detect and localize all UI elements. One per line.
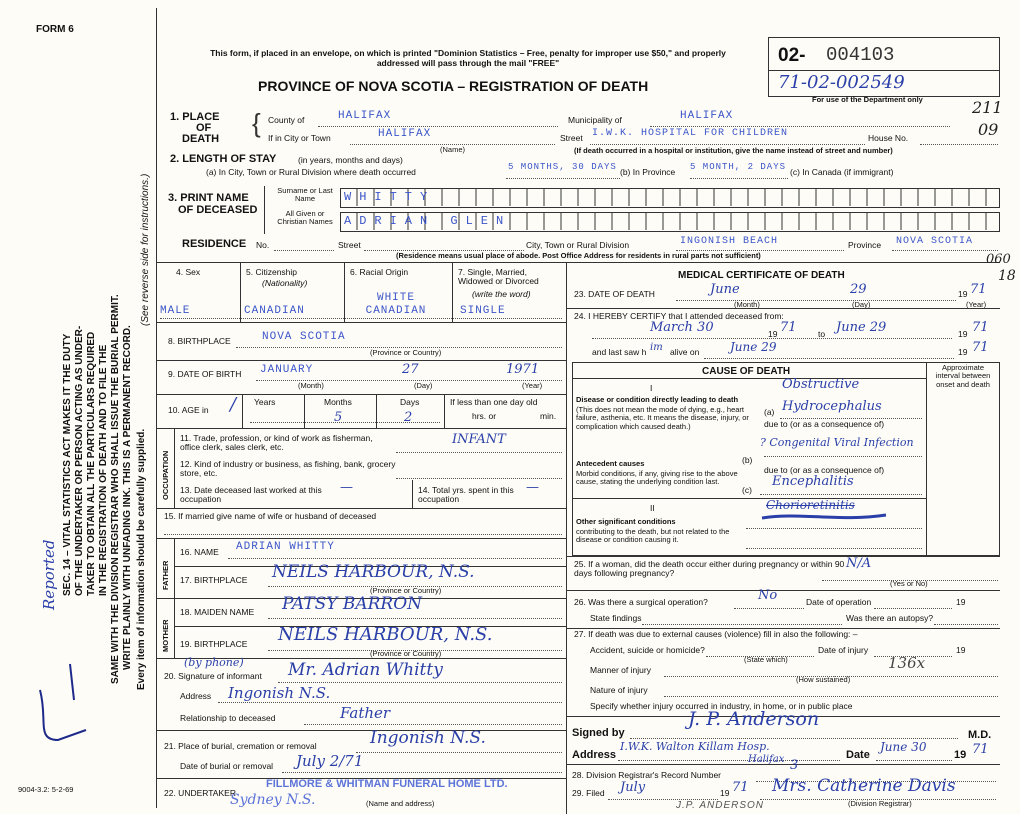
q27-date: Date of injury: [818, 645, 869, 655]
cause-title: CAUSE OF DEATH: [702, 366, 791, 377]
county-value: HALIFAX: [338, 110, 392, 122]
occ-12-label: 12. Kind of industry or business, as fishing, bank, grocery store, etc.: [180, 459, 396, 479]
dob-month: JANUARY: [260, 364, 314, 376]
birthplace-label: 8. BIRTHPLACE: [168, 336, 231, 346]
attended-from: March 30: [650, 320, 714, 335]
sex-label: 4. Sex: [176, 267, 201, 277]
to-year: 71: [972, 320, 989, 335]
medical-stamp: 060: [986, 252, 1011, 267]
signed-year: 71: [972, 742, 989, 757]
father-bp-caption: (Province or Country): [370, 586, 442, 595]
dob-day: 27: [402, 362, 419, 377]
q26-value: No: [758, 588, 778, 603]
medical-title: MEDICAL CERTIFICATE OF DEATH: [678, 270, 845, 281]
dob-month-caption: (Month): [298, 381, 324, 390]
min-label: min.: [540, 411, 557, 421]
cause-due-1: due to (or as a consequence of): [764, 419, 885, 429]
signed-address: I.W.K. Walton Killam Hosp.: [620, 740, 770, 753]
burial-place-label: 21. Place of burial, cremation or removal: [164, 741, 317, 751]
relationship-value: Father: [340, 704, 391, 722]
q27-accident: Accident, suicide or homicide?: [590, 645, 705, 655]
dept-code-1: 211: [972, 98, 1003, 117]
q28-value: 3: [790, 758, 799, 773]
occ-13-label: 13. Date deceased last worked at this occupation: [180, 485, 322, 505]
side-instruction-4: SAME WITH THE DIVISION REGISTRAR WHO SHALL ISSUE THE BURIAL PERMIT.: [110, 294, 121, 684]
q27-manner: Manner of injury: [590, 665, 651, 675]
age-mark: /: [230, 394, 237, 415]
q29-year-prefix: 19: [720, 788, 730, 798]
residence-note: (Residence means usual place of abode. Post Office Address for residents in rural parts not sufficient): [396, 251, 761, 260]
cause-part-2: II: [650, 503, 655, 513]
cause-part-1: I: [650, 383, 653, 393]
dob-label: 9. DATE OF BIRTH: [168, 369, 242, 379]
q29-year: 71: [732, 780, 749, 795]
q27-manner-mark: 136x: [888, 654, 926, 672]
informant-address: Ingonish N.S.: [228, 684, 331, 702]
last-seen-label: and last saw h: [592, 347, 647, 357]
citizenship-label: 5. Citizenship: [246, 267, 298, 277]
last-seen-alive: alive on: [670, 347, 700, 357]
mother-maiden-label: 18. MAIDEN NAME: [180, 607, 255, 617]
death-month-caption: (Month): [734, 300, 760, 309]
informant-label: 20. Signature of informant: [164, 671, 262, 681]
signed-address-2: Halifax: [748, 754, 785, 765]
occ-11-label: 11. Trade, profession, or kind of work as fisherman, office clerk, sales clerk, etc.: [180, 433, 373, 453]
antecedent-note: Morbid conditions, if any, giving rise to the above cause, stating the underlying condition last.: [576, 469, 738, 487]
q27-year-prefix: 19: [956, 645, 966, 655]
burial-date-label: Date of burial or removal: [180, 761, 274, 771]
house-label: House No.: [868, 133, 909, 143]
occupation-side: OCCUPATION: [161, 450, 170, 500]
municipality-value: HALIFAX: [680, 110, 734, 122]
less-than-day: If less than one day old: [450, 397, 538, 407]
signed-address-label: Address: [572, 749, 617, 761]
reported-stamp: Reported: [40, 539, 58, 610]
father-bp-label: 17. BIRTHPLACE: [180, 575, 248, 585]
to-label: to: [818, 329, 826, 339]
death-day-caption: (Day): [852, 300, 871, 309]
cause-a-label: (a): [764, 407, 775, 417]
father-side: FATHER: [161, 560, 170, 590]
street-label: Street: [560, 133, 583, 143]
undertaker-caption: (Name and address): [366, 799, 435, 808]
last-seen-date: June 29: [730, 340, 777, 354]
marital-sub: (write the word): [472, 289, 531, 299]
stay-b-value: 5 MONTH, 2 DAYS: [690, 162, 787, 172]
q27-nature: Nature of injury: [590, 685, 648, 695]
death-year-caption: (Year): [966, 300, 987, 309]
from-year: 71: [780, 320, 797, 335]
to-year-prefix: 19: [958, 329, 968, 339]
county-label: County of: [268, 115, 305, 125]
q29-registrar: Mrs. Catherine Davis: [772, 776, 956, 796]
occ-13-dash: —: [340, 480, 353, 495]
birthplace-value: NOVA SCOTIA: [262, 331, 346, 343]
q26-year-prefix: 19: [956, 597, 966, 607]
disease-note: (This does not mean the mode of dying, e.g., heart failure, asthenia, etc. It means the disease, injury, or complication which caused death.): [576, 405, 749, 431]
margin-divider: [156, 8, 157, 808]
last-seen-year-prefix: 19: [958, 347, 968, 357]
print-name-label2: OF DECEASED: [178, 204, 258, 216]
attended-to: June 29: [836, 320, 887, 335]
undertaker-label: 22. UNDERTAKER: [164, 788, 236, 798]
citizenship-sub: (Nationality): [262, 278, 308, 288]
age-months: 5: [334, 410, 343, 425]
burial-date: July 2/71: [296, 752, 364, 770]
form-number: FORM 6: [36, 24, 74, 35]
father-bp: NEILS HARBOUR, N.S.: [272, 562, 475, 582]
undertaker-stamp: FILLMORE & WHITMAN FUNERAL HOME LTD.: [266, 778, 508, 790]
residence-no-label: No.: [256, 240, 270, 250]
stay-label: 2. LENGTH OF STAY: [170, 153, 277, 165]
pen-mark: [28, 660, 98, 750]
death-day: 29: [850, 282, 867, 297]
form-title: PROVINCE OF NOVA SCOTIA – REGISTRATION OF DEATH: [258, 78, 649, 94]
street-value: I.W.K. HOSPITAL FOR CHILDREN: [592, 128, 789, 139]
mail-note: This form, if placed in an envelope, on which is printed "Dominion Statistics – Free, penalty for improper use $50," and properly addressed will pass through the mail "FREE": [210, 48, 726, 68]
death-month: June: [710, 282, 740, 297]
dob-year: 1971: [506, 362, 540, 377]
hospital-note: (If death occurred in a hospital or institution, give the name instead of street and number): [574, 146, 893, 155]
place-of: OF: [196, 122, 212, 134]
dob-day-caption: (Day): [414, 381, 433, 390]
stay-sub: (in years, months and days): [298, 155, 403, 165]
q25-label: 25. If a woman, did the death occur either during pregnancy or within 90 days following pregnancy?: [574, 559, 845, 579]
father-name: ADRIAN WHITTY: [236, 541, 335, 553]
informant-signature: Mr. Adrian Whitty: [288, 660, 443, 680]
death-year: 71: [970, 282, 987, 297]
mother-bp: NEILS HARBOUR, N.S.: [278, 624, 493, 645]
dob-year-caption: (Year): [522, 381, 543, 390]
last-seen-mid: im: [650, 342, 663, 353]
brace: {: [252, 108, 261, 138]
q29-label: 29. Filed: [572, 788, 605, 798]
residence-province-label: Province: [848, 240, 882, 250]
racial-value: WHITE CANADIAN: [365, 292, 427, 317]
stay-b-label: (b) In Province: [620, 167, 676, 177]
column-divider: [566, 262, 567, 814]
city-label: If in City or Town: [268, 133, 331, 143]
name-caption: (Name): [440, 145, 466, 154]
cause-b-value: ? Congenital Viral Infection: [760, 436, 914, 449]
age-days-label: Days: [400, 397, 420, 407]
occ-14-dash: —: [526, 480, 539, 495]
marital-value: SINGLE: [460, 305, 506, 317]
signed-date: June 30: [880, 740, 927, 754]
certify-label: 24. I HEREBY CERTIFY that I attended deceased from:: [574, 311, 784, 321]
mother-side: MOTHER: [161, 619, 170, 652]
cause-due-2: due to (or as a consequence of): [764, 465, 885, 475]
q27-label: 27. If death was due to external causes (violence) fill in also the following: –: [574, 629, 858, 639]
mother-maiden: PATSY BARRON: [282, 594, 423, 614]
residence-label: RESIDENCE: [182, 238, 247, 250]
print-name-label: 3. PRINT NAME: [168, 192, 249, 204]
q27-which: (State which): [744, 655, 788, 664]
mother-bp-caption: (Province or Country): [370, 649, 442, 658]
stay-a-value: 5 MONTHS, 30 DAYS: [508, 162, 617, 172]
q25-caption: (Yes or No): [890, 579, 928, 588]
medical-mark: 18: [998, 268, 1016, 284]
side-instruction-3: IN THE REGISTRATION OF DEATH AND TO FILE THE: [98, 344, 109, 596]
stay-a-label: (a) In City, Town or Rural Division where death occurred: [206, 167, 416, 177]
occ-15-label: 15. If married give name of wife or husband of deceased: [164, 511, 377, 521]
racial-label: 6. Racial Origin: [350, 267, 409, 277]
reg-number: 004103: [826, 44, 895, 66]
q26-autopsy: Was there an autopsy?: [846, 613, 934, 623]
q29-date: July: [620, 780, 646, 795]
occ-11-value: INFANT: [452, 432, 506, 447]
given-value: ADRIAN GLEN: [344, 214, 512, 228]
cause-b-label: (b): [742, 455, 753, 465]
q27-sustained: (How sustained): [796, 675, 851, 684]
surname-label: Surname or Last Name: [277, 186, 333, 204]
signed-date-label: Date: [846, 749, 870, 761]
mother-bp-label: 19. BIRTHPLACE: [180, 639, 248, 649]
residence-city: INGONISH BEACH: [680, 236, 779, 247]
undertaker-stamp-address: Sydney N.S.: [230, 792, 316, 808]
age-days: 2: [404, 410, 413, 425]
other-note: contributing to the death, but not related to the disease or condition causing it.: [576, 527, 730, 545]
informant-prefix: (by phone): [184, 656, 244, 669]
dept-note: For use of the Department only: [812, 95, 923, 104]
side-instruction-5: WRITE PLAINLY WITH UNFADING INK. THIS IS A PERMANENT RECORD.: [122, 325, 133, 670]
given-label: All Given or Christian Names: [277, 209, 333, 227]
signed-value: J. P. Anderson: [688, 708, 820, 730]
cause-c-value: Encephalitis: [772, 474, 854, 489]
q28-label: 28. Division Registrar's Record Number: [572, 770, 722, 780]
marital-label: 7. Single, Married, Widowed or Divorced: [458, 267, 539, 287]
death-year-prefix: 19: [958, 289, 968, 299]
q26-findings: State findings: [590, 613, 642, 623]
cause-a-value: Obstructive Hydrocephalus: [782, 377, 882, 414]
q29-stamp: J.P. ANDERSON: [676, 800, 765, 811]
side-instruction-2: TAKER TO OBTAIN ALL THE PARTICULARS REQUIRED: [86, 331, 97, 596]
cause-interval: Approximate interval between onset and death: [935, 363, 991, 389]
informant-address-label: Address: [180, 691, 212, 701]
side-note: (See reverse side for instructions.): [140, 173, 151, 326]
side-supplied: Every item of information should be carefully supplied.: [136, 428, 147, 690]
residence-province: NOVA SCOTIA: [896, 236, 974, 247]
q26-label: 26. Was there a surgical operation?: [574, 597, 708, 607]
signed-label: Signed by: [572, 727, 625, 739]
municipality-label: Municipality of: [568, 115, 622, 125]
antecedent-label: Antecedent causes: [576, 459, 645, 468]
dept-number: 71-02-002549: [778, 72, 905, 93]
citizenship-value: CANADIAN: [244, 305, 305, 317]
death-date-label: 23. DATE OF DEATH: [574, 289, 655, 299]
age-label: 10. AGE in: [168, 405, 209, 415]
disease-label: Disease or condition directly leading to death: [576, 395, 739, 404]
age-months-label: Months: [324, 397, 352, 407]
side-instruction-sec: SEC. 14 – VITAL STATISTICS ACT MAKES IT THE DUTY: [62, 333, 73, 596]
residence-street-label: Street: [338, 240, 361, 250]
side-instruction-1: OF THE UNDERTAKER OR PERSON ACTING AS UNDER-: [74, 325, 85, 596]
last-seen-year: 71: [972, 340, 989, 355]
sex-value: MALE: [160, 305, 191, 317]
residence-city-label: City, Town or Rural Division: [526, 240, 630, 250]
place-label: 1. PLACE: [170, 111, 220, 123]
q29-caption: (Division Registrar): [848, 799, 912, 808]
surname-value: WHITTY: [344, 190, 436, 204]
birthplace-caption: (Province or Country): [370, 348, 442, 357]
from-year-prefix: 19: [768, 329, 778, 339]
place-death: DEATH: [182, 133, 220, 145]
signed-md: M.D.: [968, 729, 992, 741]
father-name-label: 16. NAME: [180, 547, 219, 557]
cause-c-label: (c): [742, 485, 752, 495]
form-code: 9004-3.2: 5-2-69: [18, 785, 74, 794]
reg-prefix: 02-: [778, 45, 806, 66]
occ-14-label: 14. Total yrs. spent in this occupation: [418, 485, 514, 505]
q26-date-label: Date of operation: [806, 597, 872, 607]
relationship-label: Relationship to deceased: [180, 713, 276, 723]
strike-mark: [760, 510, 890, 524]
burial-place: Ingonish N.S.: [370, 728, 486, 748]
signed-year-prefix: 19: [954, 749, 967, 761]
dept-code-2: 09: [978, 120, 999, 139]
other-label: Other significant conditions: [576, 517, 676, 526]
city-value: HALIFAX: [378, 128, 432, 140]
stay-c-label: (c) In Canada (if immigrant): [790, 167, 894, 177]
q27-specify: Specify whether injury occurred in industry, in home, or in public place: [590, 701, 853, 711]
age-years-label: Years: [254, 397, 276, 407]
hrs-label: hrs. or: [472, 411, 497, 421]
q25-value: N/A: [846, 556, 872, 571]
struck-condition: Chorioretinitis: [766, 498, 855, 512]
